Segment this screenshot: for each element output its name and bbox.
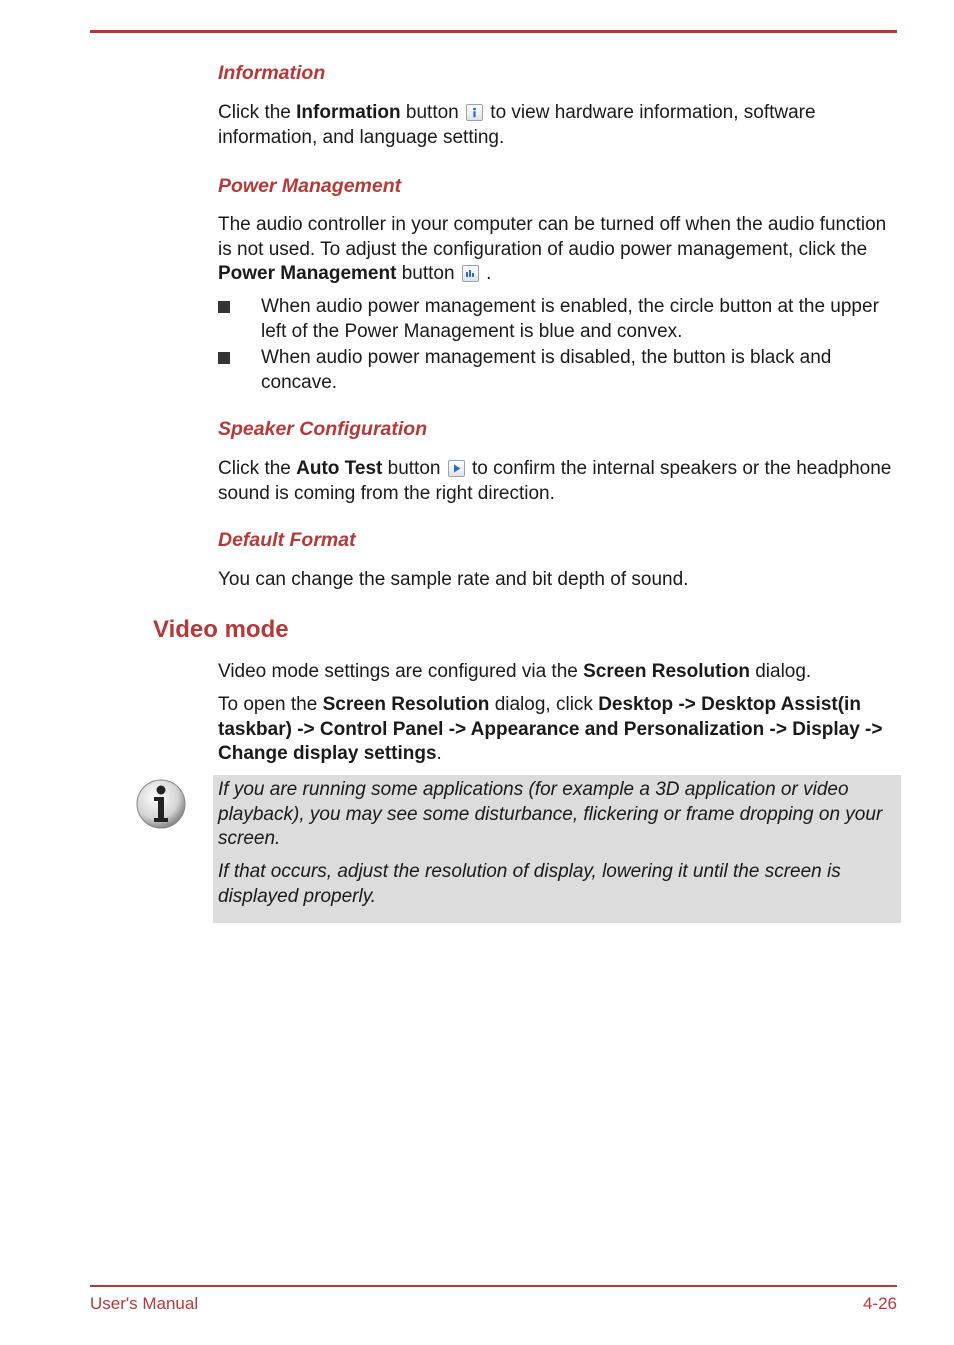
info-icon bbox=[135, 778, 187, 830]
video-mode-paragraph-2: To open the Screen Resolution dialog, click Desktop -> Desktop Assist(in taskbar) -> Control Panel -> Appearance and Personalization -> Display -> Change display settings. bbox=[218, 694, 883, 764]
speaker-configuration-heading: Speaker Configuration bbox=[218, 418, 428, 440]
power-management-button-icon bbox=[462, 265, 479, 282]
power-management-paragraph: The audio controller in your computer can be turned off when the audio function is not used. To adjust the configuration of audio power management, click the Power Management button . bbox=[218, 214, 887, 284]
information-heading: Information bbox=[218, 62, 326, 84]
speaker-configuration-paragraph: Click the Auto Test button to confirm the internal speakers or the headphone sound is coming from the right direction. bbox=[218, 458, 892, 504]
note-paragraph-1: If you are running some applications (for example a 3D application or video playback), you may see some disturbance, flickering or frame dropping on your screen. bbox=[218, 779, 883, 849]
video-mode-heading: Video mode bbox=[153, 616, 289, 643]
footer-title: User's Manual bbox=[90, 1294, 199, 1313]
top-rule bbox=[90, 30, 897, 33]
note-paragraph-2: If that occurs, adjust the resolution of display, lowering it until the screen is displayed properly. bbox=[218, 861, 841, 907]
power-management-heading: Power Management bbox=[218, 175, 402, 197]
information-paragraph: Click the Information button to view hardware information, software information, and language setting. bbox=[218, 102, 816, 148]
page-number: 4-26 bbox=[862, 1294, 897, 1313]
info-button-icon bbox=[466, 104, 483, 121]
play-button-icon bbox=[448, 460, 465, 477]
video-mode-paragraph-1: Video mode settings are configured via the Screen Resolution dialog. bbox=[218, 661, 812, 682]
bullet-square-icon bbox=[218, 352, 230, 364]
bullet-square-icon bbox=[218, 301, 230, 313]
note-box bbox=[213, 775, 901, 923]
bottom-rule bbox=[90, 1285, 897, 1287]
default-format-heading: Default Format bbox=[218, 529, 356, 551]
default-format-paragraph: You can change the sample rate and bit depth of sound. bbox=[218, 569, 689, 590]
